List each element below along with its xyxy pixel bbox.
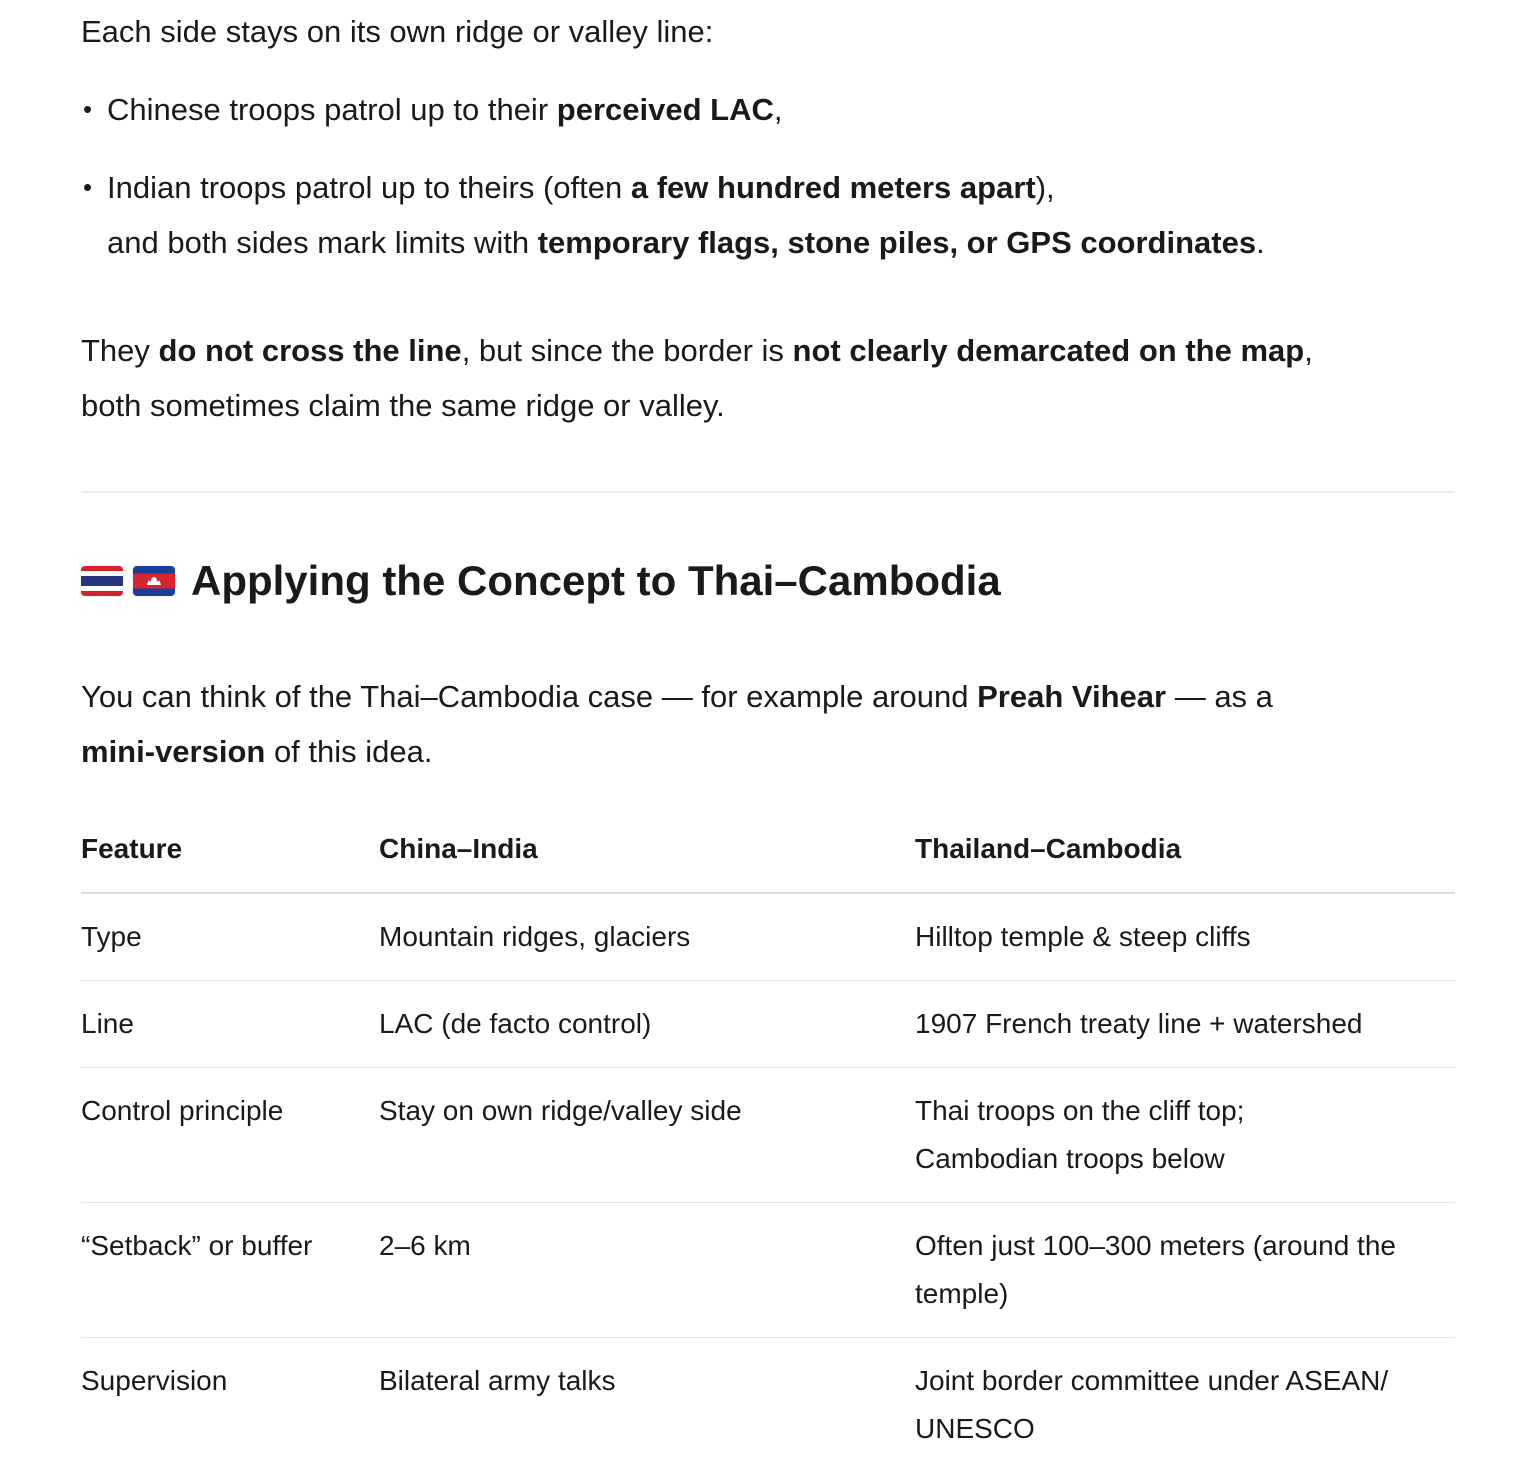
column-header: Thailand–Cambodia <box>915 821 1455 893</box>
list-item <box>81 160 1455 270</box>
table-cell: Mountain ridges, glaciers <box>379 893 915 981</box>
bold-text: mini-version <box>81 734 266 769</box>
list-item <box>81 82 1455 137</box>
bullet-text: Indian troops patrol up to theirs (often <box>107 170 631 205</box>
table-cell: Control principle <box>81 1068 379 1203</box>
table-row <box>81 981 1455 1068</box>
bullet-text: . <box>1256 225 1265 260</box>
bullet-dot: • <box>83 172 93 202</box>
table-cell: LAC (de facto control) <box>379 981 915 1068</box>
text: They <box>81 333 159 368</box>
table-cell: 1907 French treaty line + watershed <box>915 981 1455 1068</box>
table-cell: “Setback” or buffer <box>81 1203 379 1338</box>
column-header: China–India <box>379 821 915 893</box>
text: You can think of the Thai–Cambodia case — for example around <box>81 679 978 714</box>
table-cell: Hilltop temple & steep cliffs <box>915 893 1455 981</box>
bullet-text: , <box>773 92 783 127</box>
table-row <box>81 1338 1455 1473</box>
text: , but since the border is <box>461 333 793 368</box>
table-cell: 2–6 km <box>379 1203 915 1338</box>
table-cell: Stay on own ridge/valley side <box>379 1068 915 1203</box>
table-cell: Thai troops on the cliff top; Cambodian troops below <box>915 1068 1455 1203</box>
bullet-text: and both sides mark limits with <box>107 225 538 260</box>
table-row <box>81 893 1455 981</box>
text: both sometimes claim the same ridge or valley. <box>81 388 725 423</box>
table-row <box>81 1068 1455 1203</box>
section-divider <box>81 491 1455 493</box>
text: of this idea. <box>265 734 433 769</box>
bold-text: not clearly demarcated on the map <box>792 333 1305 368</box>
thailand-flag-icon <box>81 566 123 596</box>
table-cell: Supervision <box>81 1365 228 1396</box>
cambodia-flag-icon <box>133 566 175 596</box>
bullet-list <box>81 82 1455 293</box>
paragraph <box>81 323 1455 433</box>
comparison-table <box>81 821 1455 1472</box>
bullet-text: Chinese troops patrol up to their <box>107 92 557 127</box>
table-cell: Line <box>81 981 379 1068</box>
bullet-bold: temporary flags, stone piles, or GPS coordinates <box>537 225 1257 260</box>
bullet-text: ), <box>1035 170 1055 205</box>
table-row <box>81 1203 1455 1338</box>
table-cell: Type <box>81 893 379 981</box>
bullet-bold: perceived LAC <box>556 92 774 127</box>
text: , <box>1304 333 1313 368</box>
intro-text: Each side stays on its own ridge or valley line: <box>81 14 714 49</box>
text: — as a <box>1166 679 1273 714</box>
section-heading <box>81 552 1001 610</box>
bullet-bold: a few hundred meters apart <box>630 170 1036 205</box>
bold-text: do not cross the line <box>158 333 462 368</box>
heading-title: Applying the Concept to Thai–Cambodia <box>191 557 1001 604</box>
bold-text: Preah Vihear <box>977 679 1167 714</box>
table-cell: Joint border committee under ASEAN/ UNESCO <box>915 1365 1389 1444</box>
paragraph <box>81 669 1455 779</box>
column-header: Feature <box>81 821 379 893</box>
bullet-dot: • <box>83 94 93 124</box>
table-cell: Often just 100–300 meters (around the temple) <box>915 1203 1455 1338</box>
table-header-row <box>81 821 1455 893</box>
table-cell: Bilateral army talks <box>379 1365 616 1396</box>
